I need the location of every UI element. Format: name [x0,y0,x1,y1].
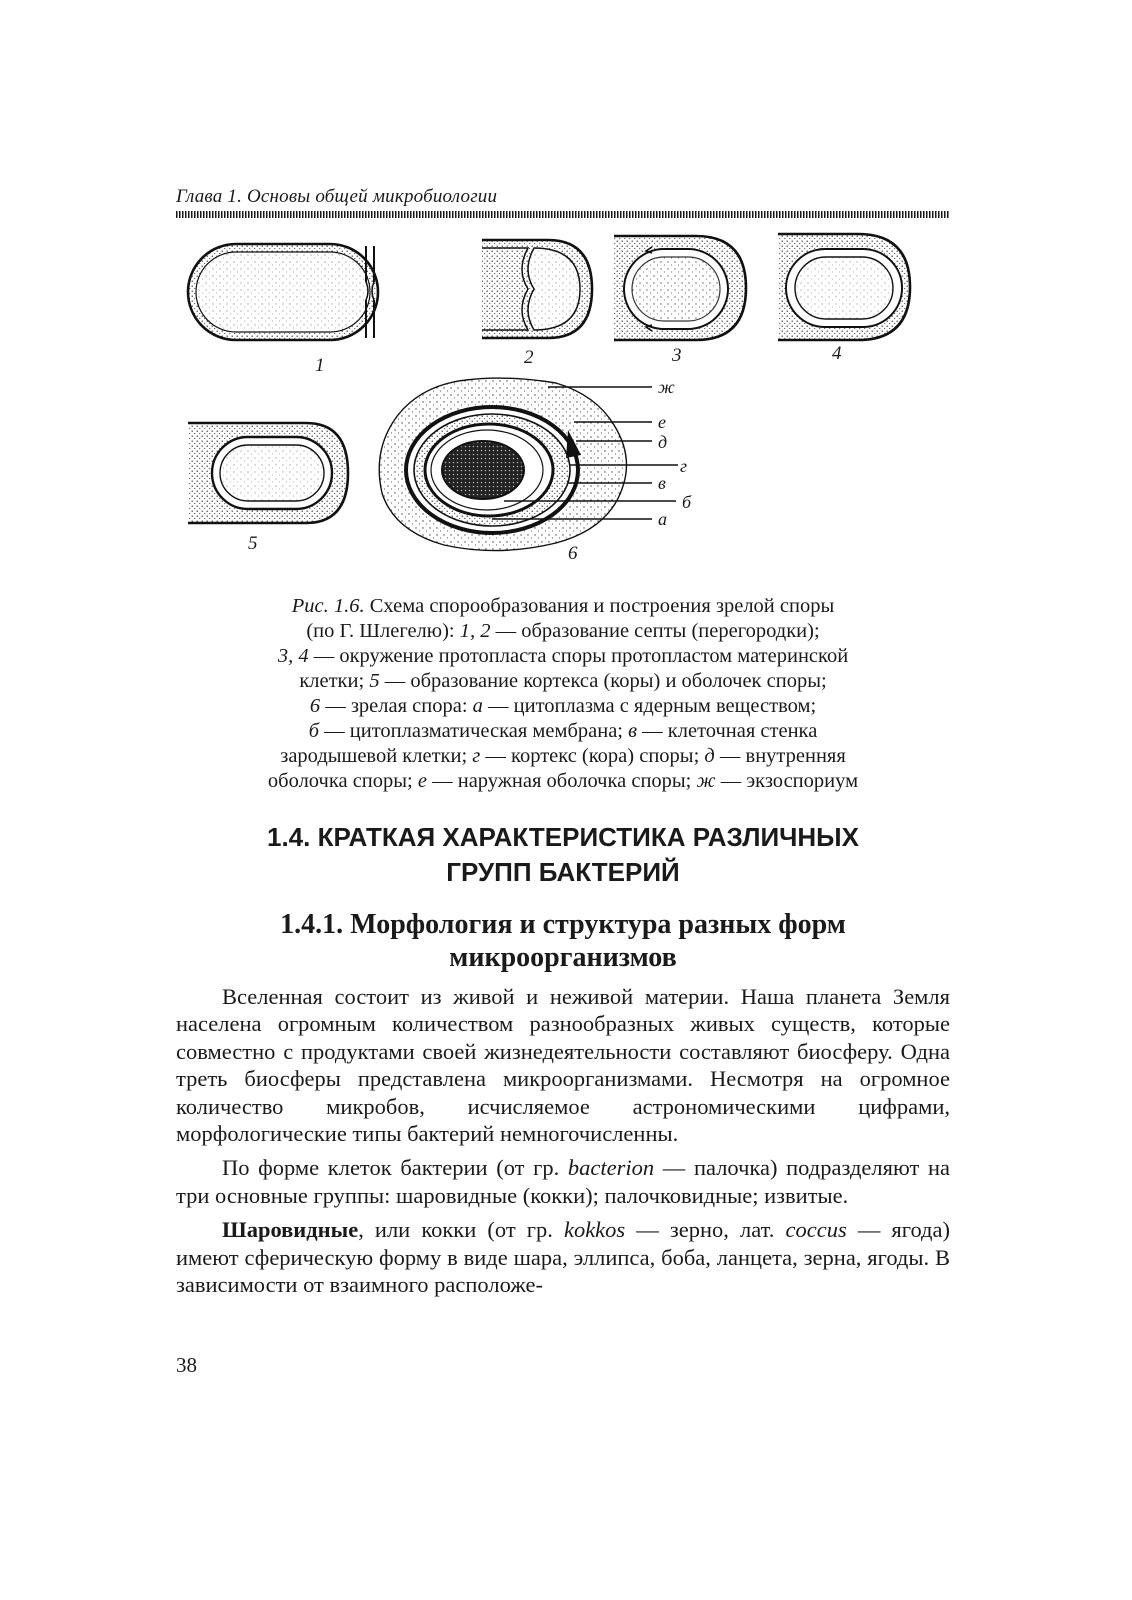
stage-label-3: 3 [672,345,682,366]
part-label-d: д [658,432,668,452]
figure-ref: Рис. 1.6. [291,595,365,617]
stage-1-cell [188,244,378,340]
part-label-a: а [658,509,667,529]
caption-line: оболочка споры; е — наружная оболочка споры; ж — экзоспориум [267,770,859,792]
paragraph-3: Шаровидные, или кокки (от гр. kokkos — зерно, лат. coccus — ягода) имеют сферическую форму в виде шара, эллипса, боба, ланцета, зерна, ягоды. В зависимости от взаимного расположе- [176,1217,950,1298]
part-label-e: е [658,412,666,432]
stage-label-4: 4 [832,343,842,364]
part-label-g: г [680,456,688,476]
paragraph-2: По форме клеток бактерии (от гр. bacterion — палочка) подразделяют на три основные группы: шаровидные (кокки); палочковидные; извитые. [176,1155,950,1208]
stage-3-cell [614,236,746,340]
page-number: 38 [176,1353,197,1377]
sporulation-diagram [176,225,950,585]
stage-4-cell [778,234,910,340]
part-label-b: б [682,492,692,512]
section-heading: 1.4. КРАТКАЯ ХАРАКТЕРИСТИКА РАЗЛИЧНЫХ ГРУПП БАКТЕРИЙ [267,822,859,887]
stage-label-5: 5 [248,533,258,554]
header-rule [176,211,950,218]
stage-label-2: 2 [524,347,534,368]
stage-2-cell [482,240,592,338]
caption-line: б — цитоплазматическая мембрана; в — клеточная стенка [308,720,818,742]
caption-line: зародышевой клетки; г — кортекс (кора) споры; д — внутренняя [280,745,846,767]
stage-label-1: 1 [315,355,325,376]
body-text [176,983,950,1305]
caption-line: 3, 4 — окружение протопласта споры протопластом материнской [277,645,849,667]
stage-5-cell [188,423,348,523]
sporulation-figure [176,225,950,585]
caption-line: 6 — зрелая спора: а — цитоплазма с ядерным веществом; [309,695,817,717]
subsection-heading: 1.4.1. Морфология и структура разных форм микроорганизмов [280,909,846,973]
part-label-zh: ж [658,377,675,397]
figure-caption [196,594,930,794]
caption-line: Рис. 1.6. Схема спорообразования и построения зрелой споры [291,595,835,617]
caption-line: (по Г. Шлегелю): 1, 2 — образование септы (перегородки); [306,620,820,642]
running-head: Глава 1. Основы общей микробиологии [176,186,498,207]
stage-label-6: 6 [568,543,578,564]
caption-line: клетки; 5 — образование кортекса (коры) и оболочек споры; [299,670,827,692]
paragraph-1: Вселенная состоит из живой и неживой материи. Наша планета Земля населена огромным количеством разнообразных живых существ, которые совместно с продуктами своей жизнедеятельности составляют биосферу. Одна треть биосферы представлена микроорганизмами. Несмотря на огромное количество микробов, исчисляемое астрономическими цифрами, морфологические типы бактерий немногочисленны. [176,984,950,1147]
part-label-v: в [658,473,666,493]
